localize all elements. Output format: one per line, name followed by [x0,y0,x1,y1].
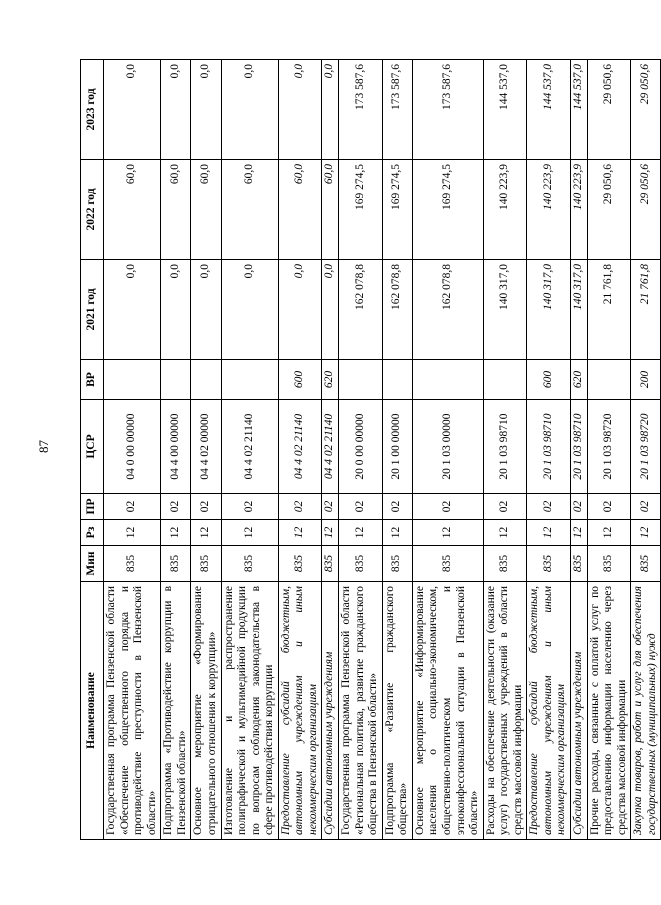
cell-csr: 04 4 02 21140 [278,400,322,494]
cell-2021: 21 761,8 [631,260,661,360]
cell-min: 835 [191,546,221,582]
cell-vr [191,360,221,400]
cell-2022: 60,0 [278,160,322,260]
cell-2022: 169 274,5 [339,160,383,260]
table-row [483,60,527,840]
cell-2021: 0,0 [191,260,221,360]
cell-min: 835 [339,546,383,582]
table-row [412,60,483,840]
cell-vr [483,360,527,400]
cell-csr: 20 1 03 98720 [587,400,631,494]
cell-name: Государственная программа Пензенской области «Региональная политика, развитие гражданского общества в Пензенской области» [339,582,383,840]
cell-pr: 02 [412,494,483,520]
cell-2023: 0,0 [191,60,221,160]
cell-2021: 162 078,8 [339,260,383,360]
cell-csr: 04 0 00 00000 [104,400,161,494]
cell-csr: 20 1 03 98710 [483,400,527,494]
header-csr: ЦСР [81,400,104,494]
header-2023: 2023 год [81,60,104,160]
table-row [339,60,383,840]
table-row [104,60,161,840]
cell-2023: 0,0 [104,60,161,160]
table-row [382,60,412,840]
cell-pr: 02 [527,494,571,520]
cell-name: Подпрограмма «Развитие гражданского общества» [382,582,412,840]
cell-vr: 600 [527,360,571,400]
cell-2023: 144 537,0 [571,60,588,160]
cell-vr [382,360,412,400]
table-row [571,60,588,840]
cell-2022: 29 050,6 [587,160,631,260]
cell-2021: 21 761,8 [587,260,631,360]
cell-csr: 20 1 03 98710 [571,400,588,494]
cell-2023: 144 537,0 [527,60,571,160]
cell-rz: 12 [322,520,339,546]
cell-2022: 140 223,9 [571,160,588,260]
cell-csr: 20 0 00 00000 [339,400,383,494]
cell-vr [412,360,483,400]
cell-name: Субсидии автономным учреждениям [322,582,339,840]
cell-name: Государственная программа Пензенской области «Обеспечение общественного порядка и противодействие преступности в Пензенской области» [104,582,161,840]
cell-name: Предоставление субсидий бюджетным, автономным учреждениям и иным некоммерческим организациям [527,582,571,840]
cell-name: Изготовление и распространение полиграфической и мультимедийной продукции по вопросам соблюдения законодательства в сфере противодействия коррупции [221,582,278,840]
cell-2021: 140 317,0 [527,260,571,360]
cell-2023: 173 587,6 [412,60,483,160]
cell-pr: 02 [161,494,191,520]
cell-min: 835 [587,546,631,582]
header-vr: ВР [81,360,104,400]
cell-csr: 20 1 03 00000 [412,400,483,494]
cell-rz: 12 [412,520,483,546]
cell-min: 835 [278,546,322,582]
table-row [322,60,339,840]
cell-2022: 60,0 [104,160,161,260]
cell-2021: 0,0 [104,260,161,360]
cell-pr: 02 [322,494,339,520]
cell-vr: 600 [278,360,322,400]
cell-vr: 620 [322,360,339,400]
cell-2022: 60,0 [221,160,278,260]
cell-name: Основное мероприятие «Информирование населения о социально-экономическом, общественно-политическом и этноконфессиональной ситуации в Пензенской области» [412,582,483,840]
cell-2023: 173 587,6 [339,60,383,160]
cell-rz: 12 [382,520,412,546]
cell-min: 835 [161,546,191,582]
cell-2021: 140 317,0 [571,260,588,360]
header-pr: ПР [81,494,104,520]
cell-vr [587,360,631,400]
cell-2021: 162 078,8 [382,260,412,360]
cell-2022: 140 223,9 [483,160,527,260]
cell-name: Расходы на обеспечение деятельности (оказание услуг) государственных учреждений в области средств массовой информации [483,582,527,840]
cell-pr: 02 [339,494,383,520]
cell-2021: 0,0 [161,260,191,360]
cell-vr [221,360,278,400]
cell-rz: 12 [161,520,191,546]
cell-pr: 02 [483,494,527,520]
cell-pr: 02 [104,494,161,520]
cell-name: Предоставление субсидий бюджетным, автономным учреждениям и иным некоммерческим организациям [278,582,322,840]
cell-2023: 144 537,0 [483,60,527,160]
cell-2023: 0,0 [161,60,191,160]
cell-vr: 620 [571,360,588,400]
cell-min: 835 [483,546,527,582]
cell-vr: 200 [631,360,661,400]
table-row [221,60,278,840]
cell-2021: 0,0 [322,260,339,360]
cell-csr: 04 4 00 00000 [161,400,191,494]
cell-2023: 0,0 [221,60,278,160]
cell-2023: 173 587,6 [382,60,412,160]
cell-pr: 02 [191,494,221,520]
header-min: Мин [81,546,104,582]
cell-min: 835 [631,546,661,582]
cell-2023: 29 050,6 [631,60,661,160]
cell-2021: 0,0 [221,260,278,360]
cell-pr: 02 [631,494,661,520]
cell-2023: 0,0 [278,60,322,160]
page-number: 87 [36,440,51,453]
cell-rz: 12 [278,520,322,546]
cell-2023: 0,0 [322,60,339,160]
cell-min: 835 [322,546,339,582]
cell-csr: 20 1 00 00000 [382,400,412,494]
cell-min: 835 [382,546,412,582]
cell-rz: 12 [631,520,661,546]
cell-vr [161,360,191,400]
header-name: Наименование [81,582,104,840]
cell-min: 835 [412,546,483,582]
cell-pr: 02 [587,494,631,520]
cell-pr: 02 [278,494,322,520]
header-2021: 2021 год [81,260,104,360]
cell-name: Субсидии автономным учреждениям [571,582,588,840]
table-row [587,60,631,840]
header-rz: Рз [81,520,104,546]
cell-rz: 12 [587,520,631,546]
cell-pr: 02 [221,494,278,520]
table-row [631,60,661,840]
cell-csr: 20 1 03 98710 [527,400,571,494]
table-header-row [81,60,104,840]
cell-2021: 0,0 [278,260,322,360]
cell-rz: 12 [191,520,221,546]
cell-rz: 12 [483,520,527,546]
cell-2022: 140 223,9 [527,160,571,260]
cell-csr: 04 4 02 21140 [322,400,339,494]
cell-2022: 169 274,5 [412,160,483,260]
cell-name: Основное мероприятие «Формирование отрицательного отношения к коррупции» [191,582,221,840]
cell-min: 835 [571,546,588,582]
cell-rz: 12 [104,520,161,546]
cell-rz: 12 [571,520,588,546]
cell-csr: 04 4 02 21140 [221,400,278,494]
cell-2022: 60,0 [322,160,339,260]
cell-2022: 60,0 [161,160,191,260]
cell-vr [104,360,161,400]
cell-rz: 12 [221,520,278,546]
cell-min: 835 [221,546,278,582]
cell-2022: 29 050,6 [631,160,661,260]
header-2022: 2022 год [81,160,104,260]
cell-name: Подпрограмма «Противодействие коррупции в Пензенской области» [161,582,191,840]
table-row [278,60,322,840]
table-row [161,60,191,840]
budget-table [80,59,661,840]
rotated-table-wrapper [80,60,658,840]
cell-min: 835 [104,546,161,582]
cell-name: Прочие расходы, связанные с оплатой услуг по предоставлению информации населению через средства массовой информации [587,582,631,840]
cell-pr: 02 [571,494,588,520]
cell-name: Закупка товаров, работ и услуг для обеспечения государственных (муниципальных) нужд [631,582,661,840]
cell-2022: 169 274,5 [382,160,412,260]
cell-2022: 60,0 [191,160,221,260]
cell-2023: 29 050,6 [587,60,631,160]
table-row [191,60,221,840]
cell-2021: 140 317,0 [483,260,527,360]
cell-vr [339,360,383,400]
cell-min: 835 [527,546,571,582]
table-row [527,60,571,840]
cell-rz: 12 [339,520,383,546]
cell-pr: 02 [382,494,412,520]
cell-csr: 04 4 02 00000 [191,400,221,494]
cell-2021: 162 078,8 [412,260,483,360]
cell-rz: 12 [527,520,571,546]
cell-csr: 20 1 03 98720 [631,400,661,494]
